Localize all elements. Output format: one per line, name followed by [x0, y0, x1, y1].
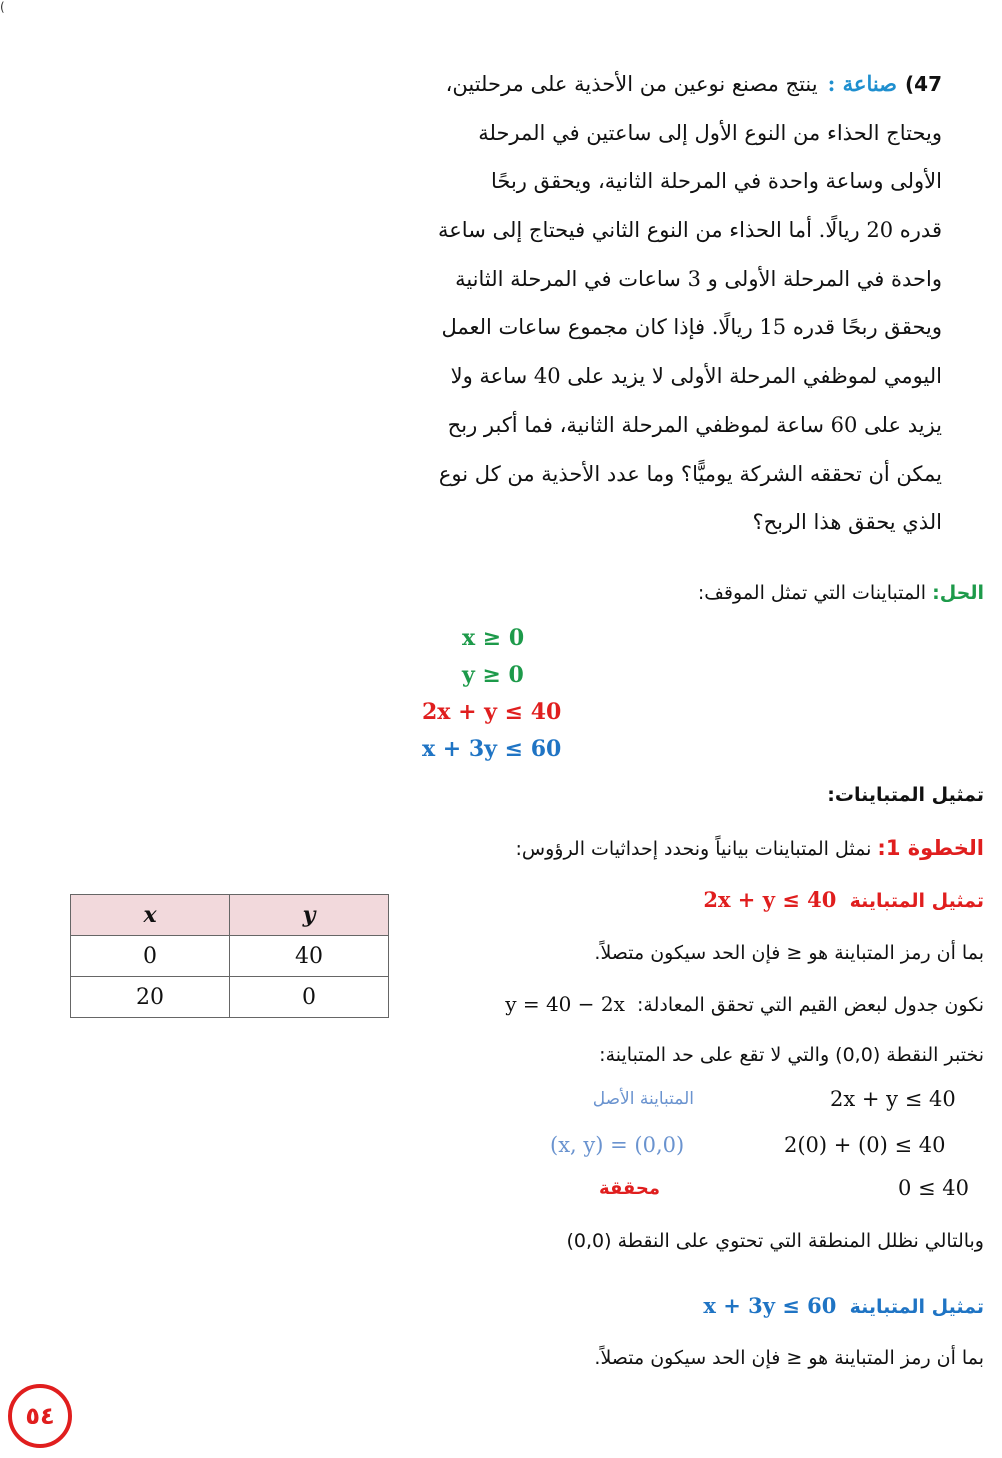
problem-47	[342, 60, 942, 547]
ineq1-heading-label: تمثيل المتباينة	[849, 890, 984, 912]
table-equation: y = 40 − 2x	[505, 992, 625, 1016]
table-header-row	[71, 895, 389, 936]
ineq1-heading	[703, 887, 984, 912]
problem-line: واحدة في المرحلة الأولى و 3 ساعات في المرحلة الثانية	[455, 266, 942, 291]
check-row-1-note: المتباينة الأصل	[592, 1089, 694, 1109]
problem-line: ويحقق ربحًا قدره 15 ريالًا. فإذا كان مجموع ساعات العمل	[441, 315, 942, 340]
table-note-text: نكون جدول لبعض القيم التي تحقق المعادلة:	[636, 994, 984, 1016]
continuous-note-2: بما أن رمز المتباينة هو ≤ فإن الحد سيكون متصلاً.	[594, 1347, 984, 1369]
problem-line: قدره 20 ريالًا. أما الحذاء من النوع الثاني فيحتاج إلى ساعة	[438, 218, 942, 243]
table-cell: 0	[230, 977, 389, 1018]
ineq2-heading-label: تمثيل المتباينة	[849, 1296, 984, 1318]
check-row-3-note: محققة	[599, 1178, 660, 1199]
graph-heading: تمثيل المتباينات:	[827, 784, 984, 806]
table-header-x: x	[71, 895, 230, 936]
ineq1-expression: 2x + y ≤ 40	[703, 887, 837, 912]
shade-note: وبالتالي نظلل المنطقة التي تحتوي على النقطة (0,0)	[566, 1230, 984, 1252]
problem-number: 47)	[905, 72, 942, 96]
inequality-second-stage: x + 3y ≤ 60	[422, 736, 562, 762]
test-point-note: نختبر النقطة (0,0) والتي لا تقع على حد المتباينة:	[599, 1044, 984, 1066]
check-row-2-expr: 2(0) + (0) ≤ 40	[784, 1133, 946, 1157]
problem-line: الذي يحقق هذا الربح؟	[752, 510, 942, 535]
page-number: ٥٤	[8, 1384, 72, 1448]
inequality-y: y ≥ 0	[462, 662, 524, 688]
table-header-y: y	[230, 895, 389, 936]
inequality-first-stage: 2x + y ≤ 40	[422, 699, 562, 725]
problem-line: اليومي لموظفي المرحلة الأولى لا يزيد على 40 ساعة ولا	[450, 364, 942, 389]
ineq2-expression: x + 3y ≤ 60	[703, 1293, 837, 1318]
table-row	[71, 977, 389, 1018]
table-row	[71, 936, 389, 977]
problem-text: ينتج مصنع نوعين من الأحذية على مرحلتين،	[445, 72, 818, 96]
check-row-2-note: (x, y) = (0,0)	[550, 1133, 685, 1157]
values-table	[70, 894, 389, 1018]
check-row-1-expr: 2x + y ≤ 40	[830, 1087, 956, 1111]
table-cell: 20	[71, 977, 230, 1018]
solution-intro-text: المتباينات التي تمثل الموقف:	[697, 582, 927, 604]
solution-label: الحل:	[932, 582, 984, 604]
inequality-x: x ≥ 0	[462, 625, 525, 651]
table-cell: 0	[71, 936, 230, 977]
check-row-3-expr: 0 ≤ 40	[898, 1176, 970, 1200]
step-1-text: نمثل المتباينات بيانياً ونحدد إحداثيات الرؤوس:	[515, 838, 872, 860]
problem-line	[342, 60, 942, 109]
step-1	[516, 836, 985, 860]
step-1-label: الخطوة 1:	[877, 836, 984, 860]
table-note	[505, 992, 984, 1016]
problem-line: ويحتاج الحذاء من النوع الأول إلى ساعتين في المرحلة	[478, 120, 942, 145]
problem-line: الأولى وساعة واحدة في المرحلة الثانية، ويحقق ربحًا	[491, 169, 942, 194]
problem-topic: صناعة :	[827, 71, 898, 96]
problem-line: يمكن أن تحققه الشركة يوميًّا؟ وما عدد الأحذية من كل نوع	[438, 461, 942, 486]
table-cell: 40	[230, 936, 389, 977]
corner-mark: (	[0, 0, 5, 14]
problem-line: يزيد على 60 ساعة لموظفي المرحلة الثانية، فما أكبر ربح	[447, 412, 942, 437]
solution-intro	[698, 582, 984, 604]
ineq2-heading	[703, 1293, 984, 1318]
continuous-note: بما أن رمز المتباينة هو ≤ فإن الحد سيكون متصلاً.	[594, 942, 984, 964]
